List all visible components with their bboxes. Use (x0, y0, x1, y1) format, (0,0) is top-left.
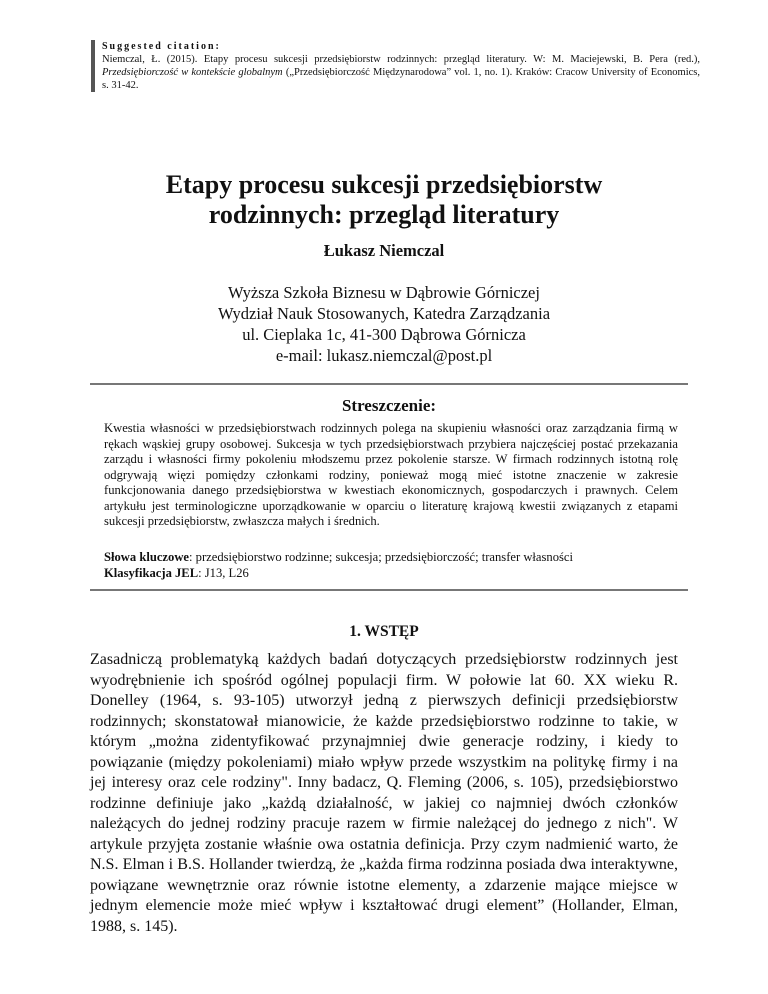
citation-text (102, 53, 700, 92)
author-name: Łukasz Niemczal (323, 241, 445, 260)
citation-book-title: Przedsiębiorczość w kontekście globalnym (102, 67, 283, 78)
abstract-bottom-divider (90, 589, 688, 591)
citation-label: Suggested citation: (102, 41, 221, 52)
keywords-label: Słowa kluczowe (104, 550, 190, 564)
introduction-paragraph: Zasadniczą problematyką każdych badań dotyczących przedsiębiorstw rodzinnych jest wyodrębnienie ich spośród ogólnej populacji firm. W połowie lat 60. XX wieku R. Donelley (1964, s. 93-105) utworzył jedną z pierwszych definicji przedsiębiorstw rodzinnych; skonstatował mianowicie, że każde przedsiębiorstwo rodzinne to takie, w którym „można zidentyfikować przynajmniej dwie generacje rodziny, i kiedy to powiązanie (między pokoleniami) miało wpływ przede wszystkim na politykę firmy i na jej interesy oraz cele rodziny". Inny badacz, Q. Fleming (2006, s. 105), przedsiębiorstwo rodzinne definiuje jako „każdą działalność, w jakiej co najmniej dwóch członków należących do jednej rodziny pracuje razem w firmie należącej do jednego z nich". W artykule przyjęta zostanie właśnie owa ostatnia definicja. Przy czym nadmienić warto, że N.S. Elman i B.S. Hollander twierdzą, że „każda firma rodzinna posiada dwa interaktywne, powiązane wewnętrznie oraz równie istotne elementy, a zdarzenie mające miejsce w jednym elemencie może mieć wpływ i kształtować drugi element” (Hollander, Elman, 1988, s. 145). (90, 651, 678, 935)
section-heading: 1. WSTĘP (349, 623, 419, 640)
citation-text-end: („Przedsiębiorczość Międzynarodowa” vol. 1, no. 1). Kraków: Cracow University of Economics, s. 31-42. (102, 67, 700, 91)
paper-title (90, 170, 678, 230)
author-affiliation (90, 282, 678, 366)
affiliation-address: ul. Cieplaka 1c, 41-300 Dąbrowa Górnicza (242, 325, 526, 344)
keywords-value: : przedsiębiorstwo rodzinne; sukcesja; przedsiębiorczość; transfer własności (189, 550, 573, 564)
paper-title-line-2: rodzinnych: przegląd literatury (208, 200, 560, 229)
abstract-heading: Streszczenie: (341, 396, 437, 415)
abstract-top-divider (90, 383, 688, 385)
affiliation-school: Wyższa Szkoła Biznesu w Dąbrowie Górniczej (228, 283, 540, 302)
affiliation-department: Wydział Nauk Stosowanych, Katedra Zarządzania (217, 304, 551, 323)
citation-text-start: Niemczal, Ł. (2015). Etapy procesu sukcesji przedsiębiorstw rodzinnych: przegląd literatury. W: M. Maciejewski, B. Pera (red.), (102, 54, 700, 65)
keywords-block (104, 550, 678, 581)
paper-title-line-1: Etapy procesu sukcesji przedsiębiorstw (165, 170, 603, 199)
jel-line (104, 566, 678, 582)
affiliation-email: e-mail: lukasz.niemczal@post.pl (275, 346, 493, 365)
keywords-line (104, 550, 678, 566)
jel-label: Klasyfikacja JEL (104, 565, 199, 580)
suggested-citation (91, 40, 700, 92)
abstract-text: Kwestia własności w przedsiębiorstwach rodzinnych polega na skupieniu własności oraz zarządzania firmą w rękach wąskiej grupy osobowej. Sukcesja w tych przedsiębiorstwach przybiera najczęściej postać przekazania zarządu i własności firmy pokoleniu młodszemu przez pokolenie starsze. W firmach rodzinnych istotną rolę odgrywają więzi pomiędzy członkami rodziny, ponieważ mogą mieć istotne znaczenie w zakresie funkcjonowania danego przedsiębiorstwa w kwestiach ekonomicznych, gospodarczych i prawnych. Celem artykułu jest terminologiczne uporządkowanie w oparciu o literaturę krajową kwestii związanych z etapami sukcesji przedsiębiorstw, zwłaszcza małych i średnich. (104, 421, 678, 528)
jel-value: : J13, L26 (198, 565, 249, 580)
